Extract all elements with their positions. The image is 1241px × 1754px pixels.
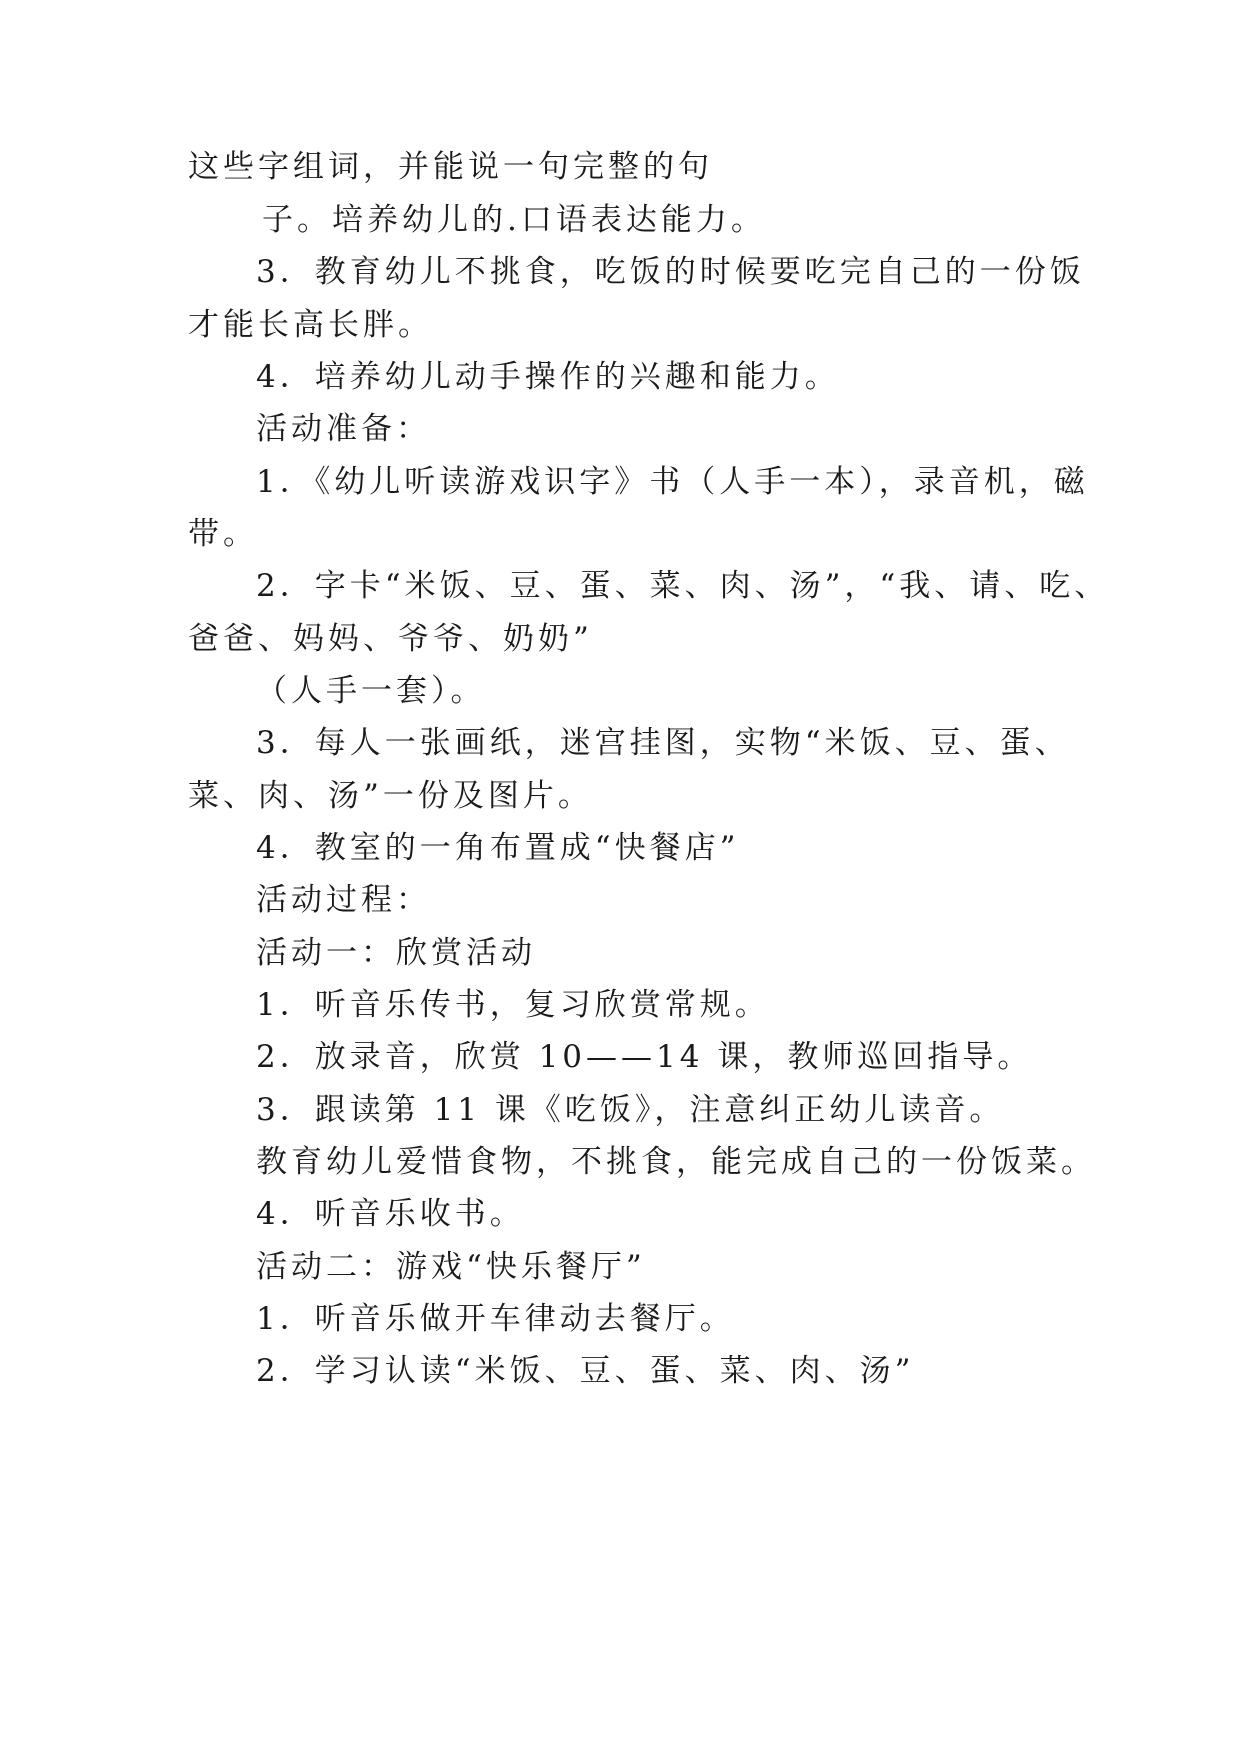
text-line-18: 2．放录音，欣赏 10——14 课，教师巡回指导。 (256, 1039, 1033, 1075)
text-line-17: 1．听音乐传书，复习欣赏常规。 (256, 987, 770, 1023)
text-line-12: 3．每人一张画纸，迷宫挂图，实物“米饭、豆、蛋、 (256, 725, 1070, 761)
text-line-20: 教育幼儿爱惜食物，不挑食，能完成自己的一份饭菜。 (256, 1144, 1096, 1180)
text-line-11: （人手一套）。 (256, 673, 486, 709)
text-line-23: 1．听音乐做开车律动去餐厅。 (256, 1301, 735, 1337)
text-line-13: 菜、肉、汤”一份及图片。 (188, 778, 593, 814)
text-line-2: 子。培养幼儿的.口语表达能力。 (262, 202, 766, 238)
text-line-16: 活动一：欣赏活动 (256, 935, 536, 971)
text-line-22: 活动二：游戏“快乐餐厅” (256, 1249, 646, 1285)
text-line-5: 4．培养幼儿动手操作的兴趣和能力。 (256, 359, 840, 395)
text-line-9: 2．字卡“米饭、豆、蛋、菜、肉、汤”，“我、请、吃、 (256, 568, 1110, 604)
text-line-3: 3．教育幼儿不挑食，吃饭的时候要吃完自己的一份饭 (256, 254, 1085, 290)
text-line-1: 这些字组词，并能说一句完整的句 (188, 149, 713, 185)
text-line-21: 4．听音乐收书。 (256, 1196, 525, 1232)
text-line-15: 活动过程： (256, 882, 431, 918)
text-line-7: 1．《幼儿听读游戏识字》书（人手一本），录音机，磁 (256, 464, 1089, 500)
text-line-19: 3．跟读第 11 课《吃饭》，注意纠正幼儿读音。 (256, 1092, 1005, 1128)
text-line-14: 4．教室的一角布置成“快餐店” (256, 830, 740, 866)
text-line-10: 爸爸、妈妈、爷爷、奶奶” (188, 621, 593, 657)
text-line-8: 带。 (188, 516, 258, 552)
text-line-6: 活动准备： (256, 411, 431, 447)
text-line-24: 2．学习认读“米饭、豆、蛋、菜、肉、汤” (256, 1353, 915, 1389)
text-line-4: 才能长高长胖。 (188, 307, 433, 343)
